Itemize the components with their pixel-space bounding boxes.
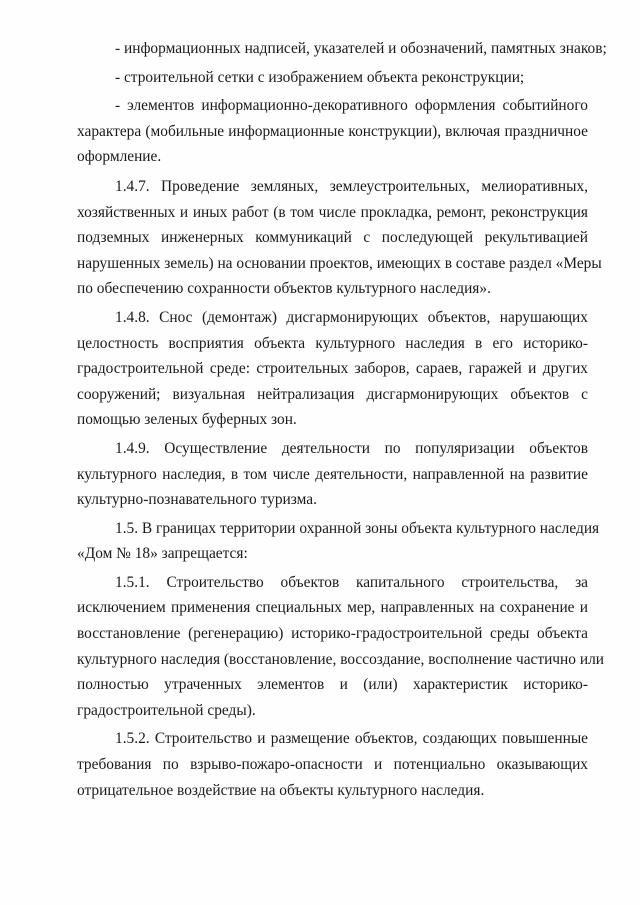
text-line: отрицательное воздействие на объекты культурного наследия. — [77, 781, 485, 799]
text-line: требования по взрыво-пожаро-опасности и потенциально оказывающих — [77, 756, 588, 774]
text-line: 1.5.1. Строительство объектов капитального строительства, за — [115, 573, 588, 591]
paragraph-bullet-grid — [77, 65, 588, 91]
paragraph-item-1-5-1 — [77, 570, 604, 724]
text-line: исключением применения специальных мер, направленных на сохранение и — [77, 599, 588, 617]
text-line: полностью утраченных элементов и (или) характеристик историко- — [77, 676, 588, 694]
text-line: помощью зеленых буферных зон. — [77, 411, 297, 429]
paragraph-bullet-decor — [77, 93, 588, 170]
text-line: хозяйственных и иных работ (в том числе прокладка, ремонт, реконструкция — [77, 203, 588, 221]
paragraph-item-1-4-7 — [77, 174, 602, 302]
text-line: сооружений; визуальная нейтрализация дисгармонирующих объектов с — [77, 385, 588, 403]
text-line: оформление. — [77, 148, 162, 166]
text-line: подземных инженерных коммуникаций с последующей рекультивацией — [77, 229, 588, 247]
text-line: нарушенных земель) на основании проектов, имеющих в составе раздел «Меры — [77, 254, 602, 272]
paragraph-item-1-5 — [77, 516, 600, 567]
text-line: 1.4.9. Осуществление деятельности по популяризации объектов — [115, 439, 588, 457]
text-line: культурно-познавательного туризма. — [77, 491, 317, 509]
text-line: 1.4.7. Проведение земляных, землеустроительных, мелиоративных, — [115, 177, 588, 195]
text-line: культурного наследия, в том числе деятельности, направленной на развитие — [77, 465, 588, 483]
text-line: градостроительной среды). — [77, 701, 256, 719]
paragraph-item-1-4-9 — [77, 436, 588, 513]
paragraph-item-1-4-8 — [77, 305, 588, 433]
text-line: 1.4.8. Снос (демонтаж) дисгармонирующих объектов, нарушающих — [115, 308, 588, 326]
text-line: - элементов информационно-декоративного оформления событийного — [115, 97, 588, 115]
text-line: характера (мобильные информационные конструкции), включая праздничное — [77, 122, 588, 140]
paragraph-bullet-signs — [77, 36, 607, 62]
text-line: целостность восприятия объекта культурного наследия в его историко- — [77, 334, 588, 352]
text-line: культурного наследия (восстановление, воссоздание, восполнение частично или — [77, 650, 604, 668]
text-line: по обеспечению сохранности объектов культурного наследия». — [77, 280, 491, 298]
text-line: 1.5.2. Строительство и размещение объектов, создающих повышенные — [115, 730, 588, 748]
text-line: 1.5. В границах территории охранной зоны объекта культурного наследия — [115, 519, 600, 537]
text-line: восстановление (регенерацию) историко-градостроительной среды объекта — [77, 625, 588, 643]
paragraph-item-1-5-2 — [77, 726, 588, 803]
text-line: - информационных надписей, указателей и обозначений, памятных знаков; — [115, 40, 607, 57]
text-line: - строительной сетки с изображением объекта реконструкции; — [115, 68, 525, 86]
text-line: «Дом № 18» запрещается: — [77, 545, 248, 563]
document-body — [77, 36, 607, 803]
text-line: градостроительной среде: строительных заборов, сараев, гаражей и других — [77, 360, 588, 378]
